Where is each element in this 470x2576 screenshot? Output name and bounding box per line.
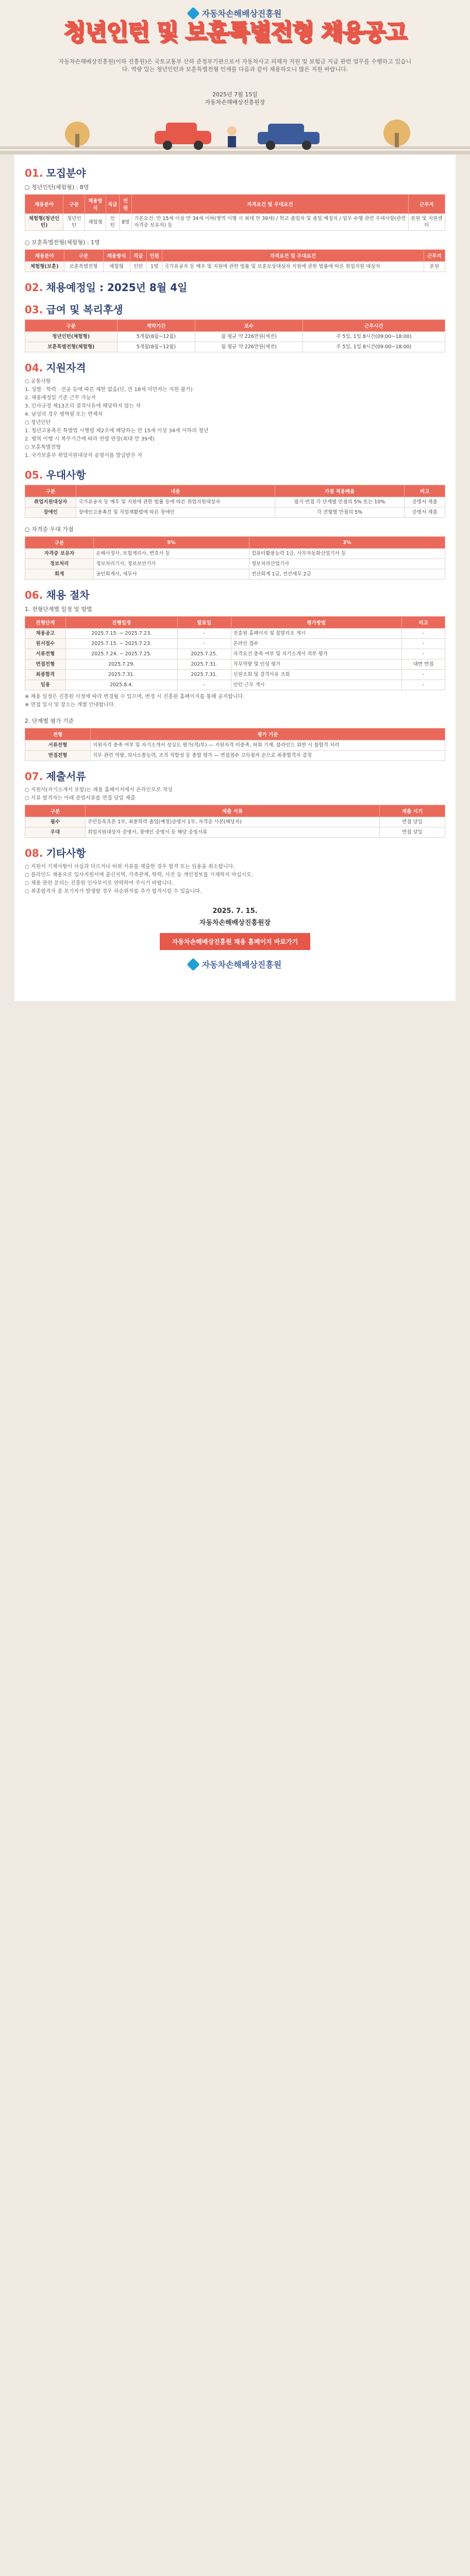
table-cell: 각 전형별 만점의 5% (275, 507, 405, 518)
section-number: 04. (25, 362, 43, 374)
col-header: 제출 서류 (86, 805, 380, 817)
section-title (25, 768, 445, 783)
table-cell: 지원자격 충족 여부 및 자기소개서 성실도 평가(적/부) — 지원자격 미충족, 허위 기재, 블라인드 위반 시 불합격 처리 (91, 740, 445, 751)
section-title-text: 모집분야 (46, 167, 86, 179)
table-cell: 1명 (147, 262, 162, 272)
list-item: ○ 보훈특별전형 (25, 445, 61, 450)
table-cell: 2025.7.31. (65, 670, 177, 680)
org-brand (0, 7, 470, 19)
table-cell: 본원 및 지원센터 (408, 214, 445, 231)
table-cell: 인턴 (106, 214, 119, 231)
list-item: 3. 인사규정 제13조의 결격사유에 해당하지 않는 자 (25, 403, 141, 409)
col-header: 전형 (25, 728, 91, 740)
table-cell: 2025.7.15. ~ 2025.7.23. (65, 629, 177, 639)
col-header: 자격요건 및 우대요건 (132, 195, 408, 214)
list-item: 1. 성별 · 학력 · 전공 등에 따른 제한 없음(단, 만 18세 미만자는 지원 불가) (25, 387, 193, 393)
table-cell: - (401, 629, 445, 639)
table-cell: 체험형(청년인턴) (25, 214, 63, 231)
subsection-label: ○ 자격증 우대 가점 (25, 526, 74, 533)
table-cell: 2025.7.29. (65, 659, 177, 670)
person-icon (227, 126, 237, 135)
table-cell: 증명서 제출 (405, 497, 445, 507)
list-item: ○ 청년인턴 (25, 420, 51, 426)
col-header: 인원 (147, 250, 162, 262)
section-number: 01. (25, 167, 43, 179)
table-row (25, 817, 445, 827)
col-header: 채용방식 (85, 195, 106, 214)
list-item: 2. 채용예정일 기준 근무 가능자 (25, 395, 96, 401)
table-cell: 취업지원대상자 (25, 497, 76, 507)
section-title-text: 기타사항 (46, 847, 86, 859)
list-item: ○ 서류 합격자는 아래 증빙서류를 면접 당일 제출 (25, 795, 136, 801)
evaluation-table (25, 728, 445, 761)
table-cell: 신원조회 및 결격사유 조회 (231, 670, 401, 680)
eligibility-list (25, 378, 445, 460)
table-cell: 주민등록초본 1부, 최종학력 졸업(예정)증명서 1부, 자격증 사본(해당자) (86, 817, 380, 827)
recruitment-notice-page (0, 0, 470, 1001)
table-cell: 임용 (25, 680, 66, 690)
table-cell: 월 평균 약 226만원(세전) (195, 342, 303, 352)
section-title-text: 급여 및 복리후생 (46, 303, 123, 316)
subsection-label: ○ 청년인턴(체험형) : 8명 (25, 184, 89, 191)
table-row (25, 670, 445, 680)
table-cell: - (177, 639, 231, 649)
section-title (25, 587, 445, 602)
col-header: 3% (249, 537, 445, 549)
table-row (25, 827, 445, 838)
org-logo-icon (187, 7, 199, 20)
list-item: 4. 남성의 경우 병역필 또는 면제자 (25, 412, 103, 417)
table-cell: 인턴 근무 개시 (231, 680, 401, 690)
recruit-site-button[interactable]: 자동차손해배상진흥원 채용 홈페이지 바로가기 (160, 933, 310, 950)
table-row (25, 559, 445, 569)
table-row (25, 629, 445, 639)
section-number: 02. (25, 281, 43, 294)
col-header: 근무지 (424, 250, 445, 262)
misc-list (25, 863, 445, 895)
section-number: 07. (25, 770, 43, 783)
footer-org: 자동차손해배상진흥원장 (199, 919, 271, 927)
table-cell: 정보처리 (25, 559, 94, 569)
table-row (25, 342, 445, 352)
table-cell: 5개월(8월~12월) (117, 332, 195, 342)
col-header: 채용분야 (25, 250, 64, 262)
section-title-text: 지원자격 (46, 362, 86, 374)
table-row (25, 569, 445, 580)
col-header: 가점 적용배율 (275, 485, 405, 497)
documents-table (25, 805, 445, 838)
notice-footer (25, 896, 445, 989)
hero-header (0, 0, 470, 155)
table-cell: 장애인 (25, 507, 76, 518)
table-row (25, 740, 445, 751)
subsection-label: 2. 단계별 평가 기준 (25, 718, 74, 724)
table-row (25, 497, 445, 507)
col-header: 구분 (64, 250, 103, 262)
table-cell: 공인회계사, 세무사 (94, 569, 249, 580)
car-road-illustration (0, 110, 470, 155)
table-cell: 2025.7.25. (177, 649, 231, 659)
list-item: ○ 채용 관련 문의는 진흥원 인사부서로 연락하여 주시기 바랍니다. (25, 880, 174, 886)
footer-brand (25, 958, 445, 970)
col-header: 내용 (76, 485, 275, 497)
section-number: 05. (25, 469, 43, 481)
table-cell: 직무역량 및 인성 평가 (231, 659, 401, 670)
table-cell: 2025.8.4. (65, 680, 177, 690)
table-cell: 국가유공자 등 예우 및 지원에 관한 법률 및 보훈보상대상자 지원에 관한 법률에 따른 취업지원 대상자 (162, 262, 424, 272)
positions-table-veteran (25, 249, 445, 272)
table-cell: 우대 (25, 827, 86, 838)
section-title-text: 채용예정일 : 2025년 8월 4일 (46, 281, 188, 294)
table-cell: - (401, 680, 445, 690)
table-cell: - (401, 639, 445, 649)
list-item: ○ 지원서 기재사항이 사실과 다르거나 허위 서류를 제출한 경우 합격 또는 임용을 취소합니다. (25, 864, 235, 870)
schedule-table (25, 616, 445, 690)
section-number: 06. (25, 589, 43, 601)
table-cell: 원서접수 (25, 639, 66, 649)
table-cell: 보훈특별전형(체험형) (25, 342, 118, 352)
list-item: ○ 블라인드 채용으로 입사지원서에 출신지역, 가족관계, 학력, 사진 등 개인정보를 기재하지 마십시오. (25, 872, 253, 878)
section-title (25, 467, 445, 482)
subsection-label: ○ 보훈특별전형(체험형) : 1명 (25, 239, 100, 246)
table-cell: 주 5일, 1일 8시간(09:00~18:00) (303, 342, 445, 352)
table-cell: 컴퓨터활용능력 1급, 사무자동화산업기사 등 (249, 549, 445, 559)
table-cell: - (177, 629, 231, 639)
table-cell: 2025.7.15. ~ 2025.7.23. (65, 639, 177, 649)
section-title (25, 845, 445, 860)
table-cell: 월 평균 약 226만원(세전) (195, 332, 303, 342)
table-cell: 인턴 (130, 262, 146, 272)
table-cell: 채용공고 (25, 629, 66, 639)
schedule-notes (25, 693, 445, 709)
list-item: 1. 국가보훈부 취업지원대상자 증명서를 발급받은 자 (25, 453, 143, 459)
table-cell: 주 5일, 1일 8시간(09:00~18:00) (303, 332, 445, 342)
list-item: 1. 청년고용촉진 특별법 시행령 제2조에 해당하는 만 15세 이상 34세 이하의 청년 (25, 428, 209, 434)
col-header: 제출 시기 (380, 805, 445, 817)
table-cell: 직무 관련 역량, 의사소통능력, 조직 적합성 등 종합 평가 — 면접점수 고득점자 순으로 최종합격자 결정 (91, 751, 445, 761)
table-cell: 서류전형 (25, 740, 91, 751)
table-cell: 국가유공자 등 예우 및 지원에 관한 법률 등에 따른 취업지원대상자 (76, 497, 275, 507)
documents-lead (25, 786, 445, 802)
table-cell: 정보처리산업기사 (249, 559, 445, 569)
note-item: ※ 채용 일정은 진흥원 사정에 따라 변경될 수 있으며, 변경 시 진흥원 홈페이지를 통해 공지합니다. (25, 694, 245, 700)
section-title-text: 제출서류 (46, 770, 86, 783)
col-header: 직급 (106, 195, 119, 214)
col-header: 발표일 (177, 617, 231, 629)
table-row (25, 659, 445, 670)
footer-date: 2025. 7. 15. (212, 907, 258, 915)
table-cell: - (177, 680, 231, 690)
col-header: 구분 (25, 485, 76, 497)
col-header: 근무시간 (303, 320, 445, 332)
org-name: 자동차손해배상진흥원 (202, 9, 282, 19)
table-cell: 8명 (119, 214, 131, 231)
org-logo-icon (187, 958, 199, 971)
table-cell: 보훈특별전형 (64, 262, 103, 272)
table-row (25, 332, 445, 342)
subsection-label: 1. 전형단계별 일정 및 방법 (25, 606, 92, 613)
table-row (25, 649, 445, 659)
table-row (25, 549, 445, 559)
table-cell: 진흥원 홈페이지 및 잡알리오 게시 (231, 629, 401, 639)
table-cell: 면접전형 (25, 659, 66, 670)
table-cell: 전산회계 1급, 전산세무 2급 (249, 569, 445, 580)
notice-dateline (0, 91, 470, 106)
table-cell: 필기·면접 각 단계별 만점의 5% 또는 10% (275, 497, 405, 507)
section-title (25, 165, 445, 180)
list-item: ○ 공통사항 (25, 379, 51, 384)
table-cell: 취업지원대상자 증명서, 장애인 증명서 등 해당 증빙서류 (86, 827, 380, 838)
table-cell: 기본요건: 만 15세 이상 만 34세 이하(병역 이행 시 최대 만 39세) / 학교 졸업자 및 졸업 예정자 / 업무 수행 관련 우대사항(관련 자격증 보유자) 등 (132, 214, 408, 231)
notice-intro: 자동차손해배상진흥원(이하 진흥원)은 국토교통부 산하 준정부기관으로서 자동차사고 피해자 지원 및 보험금 지급 관련 업무를 수행하고 있습니다. 역량 있는 청년인턴과 보훈특별전형 인재를 다음과 같이 채용하오니 많은 지원 바랍니다. (58, 58, 412, 73)
col-header: 구분 (25, 537, 94, 549)
table-cell: 최종합격 (25, 670, 66, 680)
col-header: 인원 (119, 195, 131, 214)
table-cell: 면접 당일 (380, 827, 445, 838)
col-header: 5% (94, 537, 249, 549)
col-header: 평가 기준 (91, 728, 445, 740)
list-item: 2. 병역 이행 시 복무기간에 따라 연령 연장(최대 만 39세) (25, 436, 155, 442)
section-title-text: 우대사항 (46, 469, 86, 481)
col-header: 비고 (405, 485, 445, 497)
table-cell: 증명서 제출 (405, 507, 445, 518)
notice-sign: 자동차손해배상진흥원장 (205, 99, 265, 106)
table-cell: 2025.7.24. ~ 2025.7.25. (65, 649, 177, 659)
list-item: ○ 최종합격자 중 포기자가 발생할 경우 차순위자를 추가 합격시킬 수 있습니다. (25, 889, 202, 894)
table-row (25, 214, 445, 231)
table-cell: 본원 (424, 262, 445, 272)
list-item: ○ 지원서(자기소개서 포함)는 채용 홈페이지에서 온라인으로 작성 (25, 787, 173, 793)
table-cell: 청년인턴(체험형) (25, 332, 118, 342)
table-cell: 면접전형 (25, 751, 91, 761)
col-header: 구분 (25, 805, 86, 817)
section-number: 03. (25, 303, 43, 316)
table-cell: 서류전형 (25, 649, 66, 659)
table-cell: 장애인고용촉진 및 직업재활법에 따른 장애인 (76, 507, 275, 518)
col-header: 근무지 (408, 195, 445, 214)
col-header: 계약기간 (117, 320, 195, 332)
col-header: 전형단계 (25, 617, 66, 629)
table-row (25, 262, 445, 272)
section-title-text: 채용 절차 (46, 589, 90, 601)
table-cell: 필수 (25, 817, 86, 827)
col-header: 구분 (63, 195, 85, 214)
table-cell: 체험형 (103, 262, 130, 272)
preference-table (25, 485, 445, 518)
table-row (25, 507, 445, 518)
table-cell: - (401, 649, 445, 659)
table-cell: 자격증 보유자 (25, 549, 94, 559)
col-header: 평가방법 (231, 617, 401, 629)
notice-date: 2025년 7월 15일 (212, 91, 258, 98)
col-header: 구분 (25, 320, 118, 332)
table-cell: - (401, 670, 445, 680)
table-cell: 체험형 (85, 214, 106, 231)
col-header: 채용분야 (25, 195, 63, 214)
table-row (25, 751, 445, 761)
positions-table-intern (25, 194, 445, 231)
section-number: 08. (25, 847, 43, 859)
col-header: 채용방식 (103, 250, 130, 262)
table-cell: 회계 (25, 569, 94, 580)
table-cell: 2025.7.31. (177, 659, 231, 670)
certificate-bonus-table (25, 536, 445, 580)
note-item: ※ 면접 일시 및 장소는 개별 안내합니다. (25, 702, 115, 708)
table-cell: 온라인 접수 (231, 639, 401, 649)
notice-title: 청년인턴 및 보훈특별전형 채용공고 (63, 19, 407, 45)
table-cell: 청년인턴 (63, 214, 85, 231)
table-cell: 정보처리기사, 정보보안기사 (94, 559, 249, 569)
table-cell: 체험형(보훈) (25, 262, 64, 272)
table-cell: 자격요건 충족 여부 및 자기소개서 적부 평가 (231, 649, 401, 659)
table-cell: 5개월(8월~12월) (117, 342, 195, 352)
col-header: 진행일정 (65, 617, 177, 629)
col-header: 비고 (401, 617, 445, 629)
col-header: 보수 (195, 320, 303, 332)
section-title (25, 301, 445, 316)
table-row (25, 680, 445, 690)
col-header: 직급 (130, 250, 146, 262)
salary-table (25, 319, 445, 352)
section-title (25, 279, 445, 294)
table-row (25, 639, 445, 649)
col-header: 자격요건 및 우대요건 (162, 250, 424, 262)
table-cell: 면접 당일 (380, 817, 445, 827)
table-cell: 손해사정사, 보험계리사, 변호사 등 (94, 549, 249, 559)
section-title (25, 360, 445, 375)
footer-brand-name: 자동차손해배상진흥원 (202, 960, 282, 970)
table-cell: 2025.7.31. (177, 670, 231, 680)
notice-content (14, 155, 456, 1001)
table-cell: 대면 면접 (401, 659, 445, 670)
